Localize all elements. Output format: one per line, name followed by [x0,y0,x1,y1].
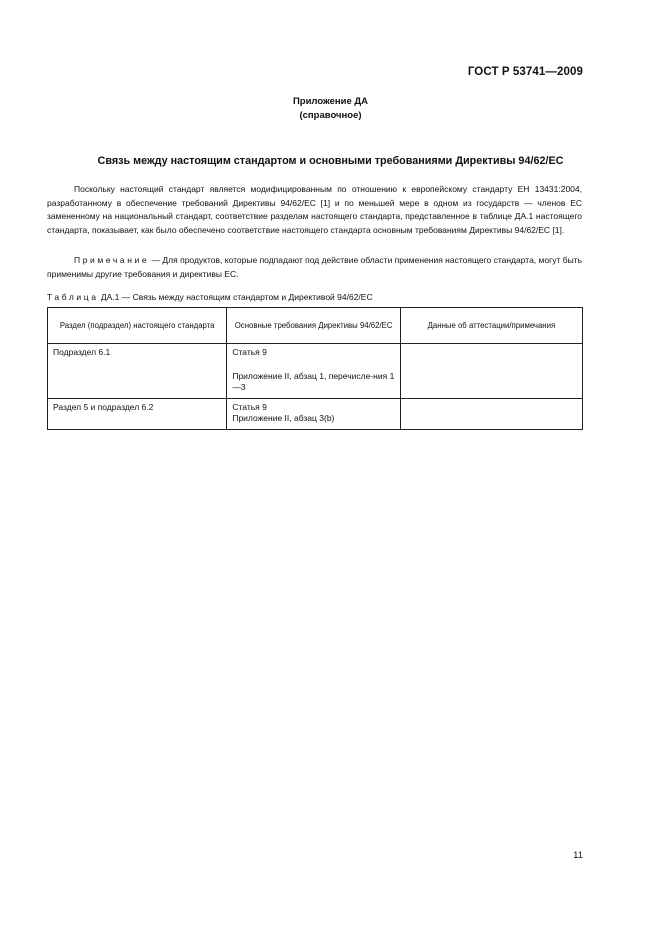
header-directive-requirements: Основные требования Директивы 94/62/ЕС [227,308,401,344]
cell-notes [400,398,582,429]
header-standard-section: Раздел (подраздел) настоящего стандарта [48,308,227,344]
section-heading: Связь между настоящим стандартом и основными требованиями Директивы 94/62/ЕС [97,155,564,167]
note-paragraph [47,254,582,281]
table-caption-text: ДА.1 — Связь между настоящим стандартом и Директивой 94/62/ЕС [98,292,373,302]
table-caption-label: Таблица [47,292,99,302]
correspondence-table [47,307,583,430]
requirement-line: Приложение II, абзац 1, перечисле-ния 1—3 [232,370,395,392]
header-attestation-notes: Данные об аттестации/примечания [400,308,582,344]
requirement-line: Статья 9 [232,347,267,357]
table-header-row [48,308,583,344]
note-label: Примечание [74,255,150,265]
cell-requirements [227,344,401,399]
cell-section: Подраздел 6.1 [48,344,227,399]
table-row [48,344,583,399]
note-text: — Для продуктов, которые подпадают под действие области применения настоящего стандарта, могут быть применимы другие требования и директивы ЕС. [47,255,583,279]
page-number: 11 [573,850,583,861]
cell-requirements [227,398,401,429]
table-row [48,398,583,429]
spacer [232,359,395,371]
requirement-line: Приложение II, абзац 3(b) [232,413,335,423]
annex-title-block [0,95,661,123]
table-caption [47,292,373,302]
cell-notes [400,344,582,399]
standard-code: ГОСТ Р 53741—2009 [467,66,583,78]
cell-section: Раздел 5 и подраздел 6.2 [48,398,227,429]
body-paragraph: Поскольку настоящий стандарт является модифицированным по отношению к европейскому стандарту ЕН 13431:2004, разработанному в обеспечение требований Директивы 94/62/ЕС [1] и по меньшей мере в одном из государств — членов ЕС замененному на национальный стандарт, соответствие разделам настоящего стандарта, представленное в таблице ДА.1 настоящего стандарта, показывает, как было обеспечено соответствие настоящего стандарта основным требованиям Директивы 94/62/ЕС [1]. [47,184,582,235]
annex-subtitle: (справочное) [299,110,362,121]
annex-title: Приложение ДА [292,96,369,107]
requirement-line: Статья 9 [232,401,267,412]
